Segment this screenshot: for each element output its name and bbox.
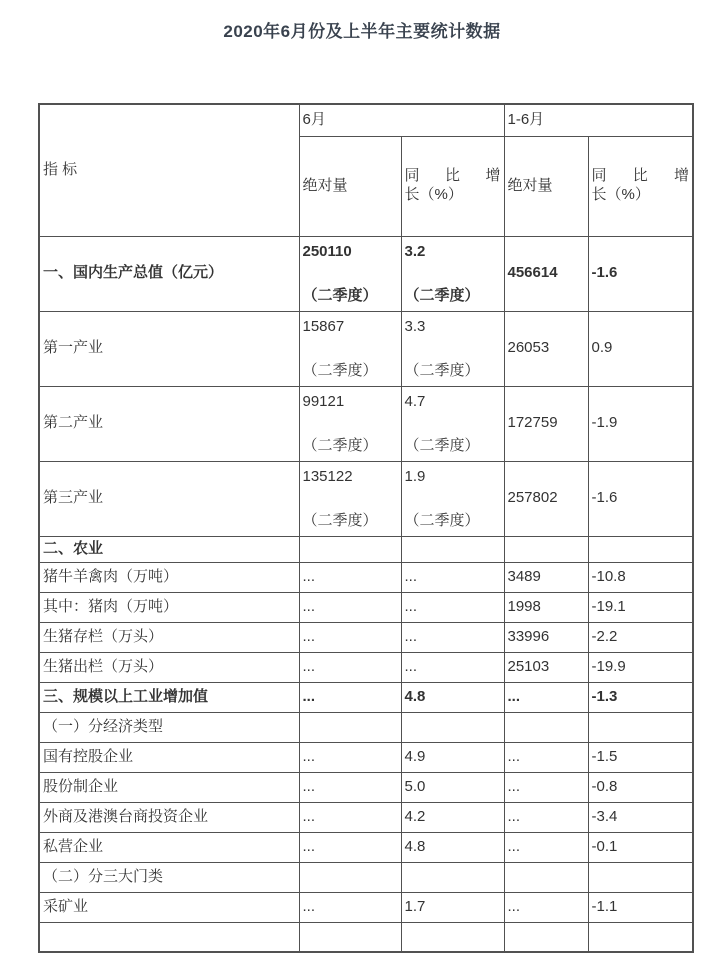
cell-value	[299, 862, 401, 892]
cell-value: -10.8	[588, 562, 693, 592]
cell-value: 5.0	[401, 772, 504, 802]
cell-value	[401, 386, 504, 461]
cell-value: ...	[401, 592, 504, 622]
cell-value	[504, 862, 588, 892]
header-indicator: 指 标	[39, 104, 299, 236]
cell-quarter-note: （二季度）	[302, 287, 378, 305]
cell-value: 1998	[504, 592, 588, 622]
cell-value: 257802	[504, 461, 588, 536]
row-label: 私营企业	[39, 832, 299, 862]
table-row	[39, 461, 693, 536]
cell-quarter-note: （二季度）	[404, 437, 480, 455]
cell-value: ...	[504, 682, 588, 712]
cell-value: ...	[401, 652, 504, 682]
table-row	[39, 682, 693, 712]
cell-quarter-note: （二季度）	[404, 362, 480, 380]
header-row-periods	[39, 104, 693, 136]
table-row	[39, 622, 693, 652]
cell-quarter-note: （二季度）	[302, 512, 378, 530]
row-label: （一）分经济类型	[39, 712, 299, 742]
cell-quarter-note: （二季度）	[404, 287, 480, 305]
cell-value: ...	[504, 802, 588, 832]
growth-label-line1: 同 比 增	[591, 167, 689, 185]
row-label: （二）分三大门类	[39, 862, 299, 892]
cell-number: 135122	[302, 467, 353, 485]
row-label: 生猪出栏（万头）	[39, 652, 299, 682]
cell-value	[588, 922, 693, 952]
growth-label-line1: 同 比 增	[404, 167, 501, 185]
table-row	[39, 832, 693, 862]
cell-value: ...	[299, 772, 401, 802]
statistics-table	[38, 103, 694, 953]
table-row	[39, 562, 693, 592]
cell-value: ...	[504, 832, 588, 862]
cell-value	[401, 236, 504, 311]
row-label: 二、农业	[39, 536, 299, 562]
cell-value	[588, 712, 693, 742]
table-row	[39, 742, 693, 772]
row-label: 其中：猪肉（万吨）	[39, 592, 299, 622]
cell-value	[299, 236, 401, 311]
cell-value: 25103	[504, 652, 588, 682]
cell-value: ...	[299, 622, 401, 652]
table-row	[39, 892, 693, 922]
cell-value: ...	[401, 622, 504, 652]
table-row	[39, 236, 693, 311]
cell-quarter-note: （二季度）	[302, 437, 378, 455]
cell-value	[401, 311, 504, 386]
header-halfyear-growth	[588, 136, 693, 236]
cell-value	[401, 862, 504, 892]
cell-value	[299, 712, 401, 742]
cell-number: 99121	[302, 392, 345, 410]
cell-value	[299, 386, 401, 461]
cell-value: ...	[504, 892, 588, 922]
cell-value	[401, 712, 504, 742]
cell-value: -19.1	[588, 592, 693, 622]
table-row	[39, 311, 693, 386]
cell-value: 4.9	[401, 742, 504, 772]
cell-value: ...	[299, 562, 401, 592]
cell-value: -1.6	[588, 236, 693, 311]
table-row	[39, 772, 693, 802]
cell-value: -1.9	[588, 386, 693, 461]
cell-value	[401, 922, 504, 952]
cell-value	[401, 536, 504, 562]
cell-value	[299, 536, 401, 562]
table-row	[39, 802, 693, 832]
cell-value: 0.9	[588, 311, 693, 386]
table-row	[39, 922, 693, 952]
cell-value: 172759	[504, 386, 588, 461]
cell-value: ...	[299, 742, 401, 772]
cell-number: 3.2	[404, 242, 426, 260]
cell-value	[299, 461, 401, 536]
table-row	[39, 386, 693, 461]
cell-quarter-note: （二季度）	[302, 362, 378, 380]
row-label: 采矿业	[39, 892, 299, 922]
cell-value	[504, 922, 588, 952]
cell-value: -19.9	[588, 652, 693, 682]
growth-label-line2: 长（%）	[404, 186, 463, 203]
cell-value	[299, 922, 401, 952]
cell-value: 4.8	[401, 832, 504, 862]
row-label: 第一产业	[39, 311, 299, 386]
cell-value	[588, 862, 693, 892]
cell-number: 1.9	[404, 467, 426, 485]
table-row	[39, 712, 693, 742]
row-label: 生猪存栏（万头）	[39, 622, 299, 652]
cell-value: 3489	[504, 562, 588, 592]
cell-number: 3.3	[404, 317, 426, 335]
cell-value: ...	[299, 802, 401, 832]
cell-value: 456614	[504, 236, 588, 311]
cell-number: 4.7	[404, 392, 426, 410]
row-label: 国有控股企业	[39, 742, 299, 772]
header-june: 6月	[299, 104, 504, 136]
page-title: 2020年6月份及上半年主要统计数据	[223, 22, 501, 41]
cell-value: ...	[299, 832, 401, 862]
row-label: 三、规模以上工业增加值	[39, 682, 299, 712]
cell-value: ...	[299, 652, 401, 682]
cell-value: 4.2	[401, 802, 504, 832]
table-row	[39, 862, 693, 892]
cell-value: ...	[504, 742, 588, 772]
row-label	[39, 922, 299, 952]
cell-value: 1.7	[401, 892, 504, 922]
row-label: 外商及港澳台商投资企业	[39, 802, 299, 832]
table-body	[39, 236, 693, 952]
row-label: 猪牛羊禽肉（万吨）	[39, 562, 299, 592]
cell-value	[401, 461, 504, 536]
cell-value: -2.2	[588, 622, 693, 652]
cell-value: -1.5	[588, 742, 693, 772]
cell-value	[504, 536, 588, 562]
cell-value	[504, 712, 588, 742]
header-june-growth	[401, 136, 504, 236]
growth-label-line2: 长（%）	[591, 186, 650, 203]
cell-value: 26053	[504, 311, 588, 386]
cell-value: 33996	[504, 622, 588, 652]
cell-number: 15867	[302, 317, 345, 335]
cell-value: -1.6	[588, 461, 693, 536]
cell-value: -0.1	[588, 832, 693, 862]
table-row	[39, 592, 693, 622]
cell-quarter-note: （二季度）	[404, 512, 480, 530]
table-row	[39, 652, 693, 682]
cell-value: ...	[299, 892, 401, 922]
row-label: 一、国内生产总值（亿元）	[39, 236, 299, 311]
header-june-absolute: 绝对量	[299, 136, 401, 236]
row-label: 第三产业	[39, 461, 299, 536]
cell-value: ...	[401, 562, 504, 592]
cell-number: 250110	[302, 242, 352, 260]
cell-value: -1.3	[588, 682, 693, 712]
row-label: 第二产业	[39, 386, 299, 461]
cell-value: -3.4	[588, 802, 693, 832]
cell-value: ...	[504, 772, 588, 802]
cell-value: ...	[299, 682, 401, 712]
cell-value	[299, 311, 401, 386]
cell-value: 4.8	[401, 682, 504, 712]
cell-value: -0.8	[588, 772, 693, 802]
row-label: 股份制企业	[39, 772, 299, 802]
cell-value	[588, 536, 693, 562]
cell-value: ...	[299, 592, 401, 622]
cell-value: -1.1	[588, 892, 693, 922]
header-halfyear-absolute: 绝对量	[504, 136, 588, 236]
header-jan-june: 1-6月	[504, 104, 693, 136]
table-row	[39, 536, 693, 562]
